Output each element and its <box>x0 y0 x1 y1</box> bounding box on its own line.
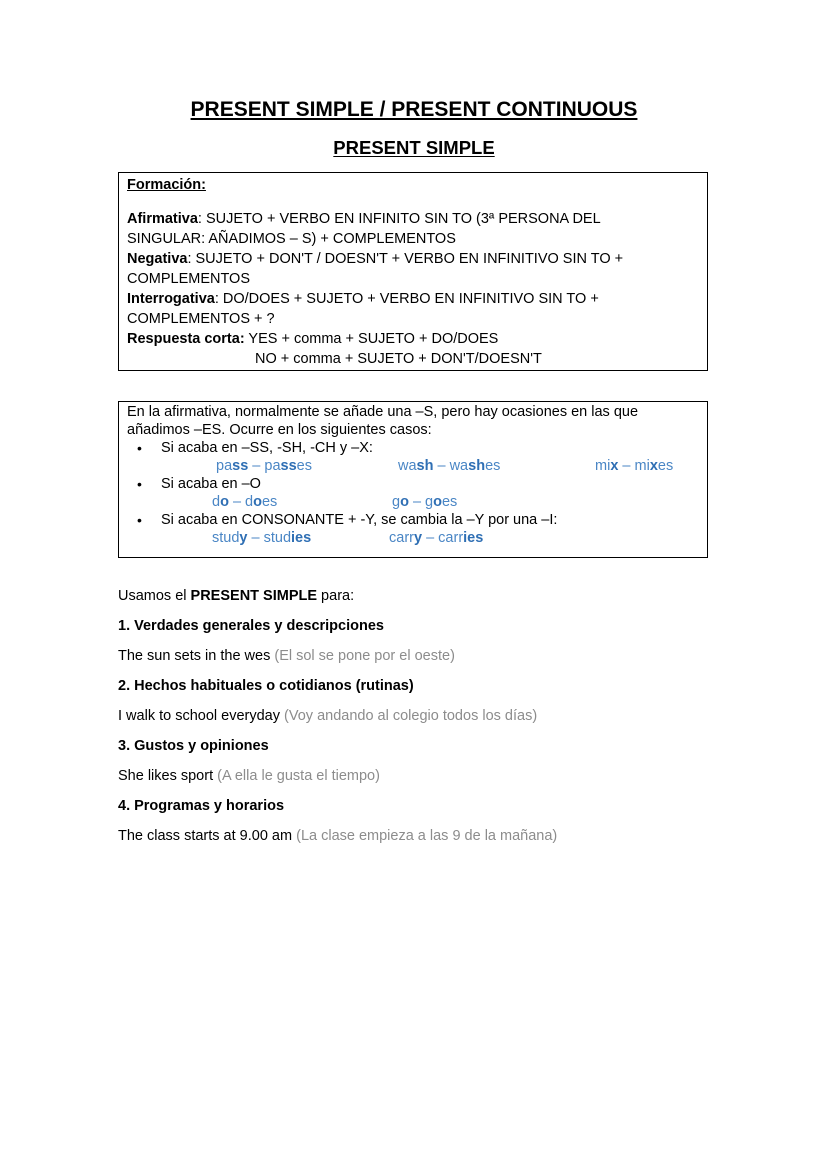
formation-box <box>118 172 708 371</box>
rule-3-examples <box>127 529 699 547</box>
spelling-rule-3 <box>127 511 699 529</box>
example-pair: pass – passes <box>216 458 312 474</box>
short-answer-no: NO + comma + SUJETO + DON'T/DOESN'T <box>255 351 542 367</box>
spelling-intro-line1: En la afirmativa, normalmente se añade una –S, pero hay ocasiones en las que <box>127 404 639 420</box>
rule-text: Si acaba en –O <box>161 476 261 492</box>
use-heading: 4. Programas y horarios <box>118 798 285 814</box>
spelling-intro-line2: añadimos –ES. Ocurre en los siguientes casos: <box>127 422 432 438</box>
bullet-icon: • <box>137 512 142 528</box>
interrogative-label: Interrogativa <box>127 291 215 307</box>
use-example: I walk to school everyday (Voy andando al colegio todos los días) <box>118 708 538 724</box>
example-pair: mix – mixes <box>595 458 674 474</box>
spelling-rule-2 <box>127 475 699 493</box>
affirmative-text: : SUJETO + VERBO EN INFINITO SIN TO (3ª PERSONA DEL <box>197 211 601 227</box>
bullet-icon: • <box>137 476 142 492</box>
use-heading: 3. Gustos y opiniones <box>118 738 269 754</box>
formation-heading: Formación: <box>127 177 206 193</box>
example-pair: study – studies <box>212 530 312 546</box>
short-answer-label: Respuesta corta: <box>127 331 245 347</box>
affirmative-label: Afirmativa <box>127 211 198 227</box>
negative-label: Negativa <box>127 251 188 267</box>
page-title: PRESENT SIMPLE / PRESENT CONTINUOUS <box>190 98 638 121</box>
spelling-box <box>118 401 708 558</box>
example-pair: carry – carries <box>389 530 484 546</box>
translation: (A ella le gusta el tiempo) <box>217 768 380 784</box>
translation: (Voy andando al colegio todos los días) <box>284 708 538 724</box>
rule-2-examples <box>127 493 699 511</box>
short-answer-yes: YES + comma + SUJETO + DO/DOES <box>244 331 499 347</box>
negative-rule <box>127 249 699 269</box>
example-pair: wash – washes <box>398 458 501 474</box>
use-heading: 1. Verdades generales y descripciones <box>118 618 384 634</box>
negative-text: : SUJETO + DON'T / DOESN'T + VERBO EN INFINITIVO SIN TO + <box>187 251 624 267</box>
affirmative-text-cont: SINGULAR: AÑADIMOS – S) + COMPLEMENTOS <box>127 231 456 247</box>
short-answer-rule <box>127 329 699 349</box>
bullet-icon: • <box>137 440 142 456</box>
interrogative-text: : DO/DOES + SUJETO + VERBO EN INFINITIVO SIN TO + <box>214 291 599 307</box>
translation: (La clase empieza a las 9 de la mañana) <box>296 828 558 844</box>
spelling-rule-1 <box>127 439 699 457</box>
affirmative-rule <box>127 209 699 229</box>
translation: (El sol se pone por el oeste) <box>274 648 455 664</box>
interrogative-text-cont: COMPLEMENTOS + ? <box>127 311 275 327</box>
example-pair: do – does <box>212 494 278 510</box>
use-heading: 2. Hechos habituales o cotidianos (rutinas) <box>118 678 414 694</box>
section-title: PRESENT SIMPLE <box>333 137 495 158</box>
uses-intro: Usamos el PRESENT SIMPLE para: <box>118 588 355 604</box>
rule-1-examples <box>127 457 699 475</box>
rule-text: Si acaba en CONSONANTE + -Y, se cambia la –Y por una –I: <box>161 512 558 528</box>
negative-text-cont: COMPLEMENTOS <box>127 271 251 287</box>
example-pair: go – goes <box>392 494 458 510</box>
interrogative-rule <box>127 289 699 309</box>
use-example: The sun sets in the wes (El sol se pone por el oeste) <box>118 648 455 664</box>
use-example: She likes sport (A ella le gusta el tiempo) <box>118 768 380 784</box>
use-example: The class starts at 9.00 am (La clase empieza a las 9 de la mañana) <box>118 828 558 844</box>
rule-text: Si acaba en –SS, -SH, -CH y –X: <box>161 440 373 456</box>
